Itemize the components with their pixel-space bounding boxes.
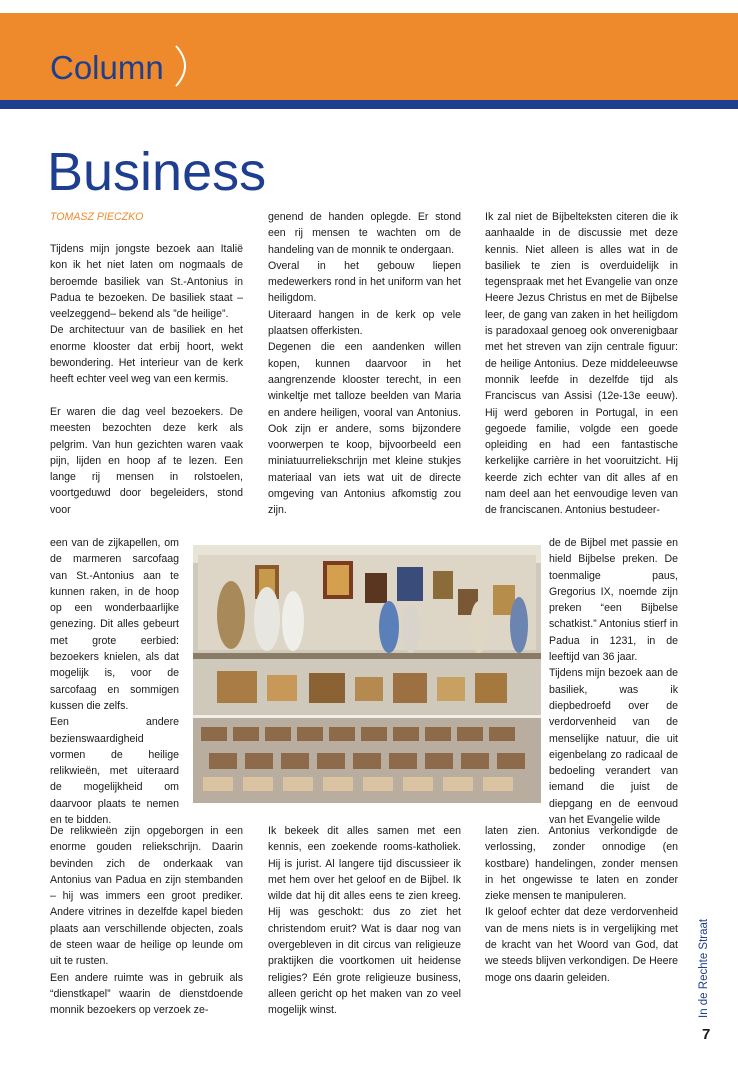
column-3-wrap: [549, 535, 678, 828]
column-3-top: [485, 209, 678, 519]
column-label: Column: [50, 49, 164, 86]
header-rule: [0, 100, 738, 109]
side-label-text: In de Rechte Straat: [698, 918, 710, 1018]
paragraph: De architectuur van de basiliek en het enorme klooster dat erbij hoort, wekt bewondering. Het interieur van de kerk heeft echter veel weg van een kermis.: [50, 324, 243, 386]
column-1-wrap: [50, 535, 179, 828]
paragraph: een van de zijkapellen, om de marmeren sarcofaag van St.-Antonius aan te kunnen raken, in de hoop op een wonderbaarlijke genezing. Dit alles gebeurt met grote eerbied: bezoekers knielen, als dat mogelijk is, voor de sarcofaag en sommigen kussen die zelfs.: [50, 537, 179, 712]
paragraph: Ik bekeek dit alles samen met een kennis, een zoekende rooms-katholiek. Hij is jurist. Al langere tijd discussieer ik met hem over het geloof en de Bijbel. Ik wilde dat hij dit alles eens te zien kreeg. Hij was geschokt: dus zo ziet het christendom eruit? Wat is daar nog van overgebleven in dit circus van religieuze praktijken die voortkomen uit heidense religies? Eén grote religieuze business, alleen gericht op het maken van zo veel mogelijk winst.: [268, 825, 461, 1017]
paragraph: Een andere ruimte was in gebruik als “dienstkapel” waarin de dienstdoende monnik bezoekers op verzoek ze-: [50, 971, 243, 1017]
paragraph: laten zien. Antonius verkondigde de verlossing, zonder onnodige (en kostbare) handelingen, zonder mensen in het ongewisse te laten en zonder zieke mensen te manipuleren.: [485, 825, 678, 903]
column-2-top: [268, 209, 461, 519]
paragraph: Tijdens mijn bezoek aan de basiliek, was ik diepbedroefd over de verdorvenheid van de menselijke natuur, die uit eigenbelang zo radicaal de bedoeling verandert van iemand die juist de diepgang en de eenvoud van het Evangelie wilde: [549, 667, 678, 827]
column-1-top: [50, 241, 243, 518]
author-name: TOMASZ PIECZKO: [50, 211, 144, 223]
shop-display-photo: [193, 545, 541, 803]
column-arc-decoration: [170, 44, 196, 88]
article-title: Business: [47, 142, 267, 202]
column-2-bottom: [268, 823, 461, 1019]
column-1-bottom: [50, 823, 243, 1019]
paragraph: de de Bijbel met passie en hield Bijbelse preken. De toenmalige paus, Gregorius IX, noemde zijn preken “een Bijbelse schatkist.” Antonius stierf in Padua in 1231, in de leeftijd van 36 jaar.: [549, 537, 678, 664]
side-label: [696, 880, 710, 1020]
paragraph: Overal in het gebouw liepen medewerkers rond in het uniform van het heiligdom.: [268, 259, 461, 305]
paragraph-gap: [50, 388, 243, 404]
paragraph: Er waren die dag veel bezoekers. De meesten bezochten deze kerk als pelgrim. Van hun gezichten waren vaak pijn, lijden en hoop af te lezen. Een lange rij mensen in rolstoelen, voortgeduwd door begeleiders, stond voor: [50, 405, 243, 516]
column-3-bottom: [485, 823, 678, 986]
paragraph: Een andere bezienswaardigheid vormen de heilige relikwieën, met uiteraard de mogelijkheid om daarvoor plaats te nemen en te bidden.: [50, 716, 179, 827]
paragraph: Tijdens mijn jongste bezoek aan Italië kon ik het niet laten om nogmaals de beroemde basiliek van St.-Antonius in Padua te bezoeken. De basiliek staat –veelzeggend– bekend als ”de heilige”.: [50, 243, 243, 321]
paragraph: Ik zal niet de Bijbelteksten citeren die ik aanhaalde in de discussie met deze kennis. Niet alleen is alles wat in de basiliek te zien is overduidelijk in tegenspraak met het Evangelie van onze Heere Jezus Christus en met de Bijbelse leer, de gang van zaken in het heiligdom is paradoxaal genoeg ook onverenigbaar met het streven van zijn centrale figuur: de heilige Antonius. Deze middeleeuwse monnik leefde in dezelfde tijd als Franciscus van Assisi (12e-13e eeuw). Hij werd geboren in Portugal, in een gegoede familie, volgde een goede opleiding en had een fantastische kerkelijke carrière in het vooruitzicht. Hij keerde zich echter van dit alles af en nam deel aan het eenvoudige leven van de franciscanen. Antonius bestudeer-: [485, 211, 678, 517]
paragraph: Ik geloof echter dat deze verdorvenheid van de mens niets is in vergelijking met de kracht van het Woord van God, dat we steeds blijven verkondigen. De Heere moge ons daarin geleiden.: [485, 906, 678, 984]
paragraph: Uiteraard hangen in de kerk op vele plaatsen offerkisten.: [268, 308, 461, 338]
page-number: 7: [702, 1026, 711, 1043]
paragraph: genend de handen oplegde. Er stond een rij mensen te wachten om de handeling van de monnik te ondergaan.: [268, 211, 461, 256]
paragraph: Degenen die een aandenken willen kopen, kunnen daarvoor in het aangrenzende klooster terecht, in een winkeltje met talloze beelden van Maria en andere heiligen, vooral van Antonius. Ook zijn er andere, soms bijzondere voorwerpen te koop, bijvoorbeeld een miniatuurreliekschrijn met kleine stukjes materiaal van iets wat uit de directe omgeving van Antonius afkomstig zou zijn.: [268, 341, 461, 517]
paragraph: De relikwieën zijn opgeborgen in een enorme gouden reliekschrijn. Daarin bevinden zich de onderkaak van Antonius van Padua en zijn stembanden – hij was immers een groot prediker. Andere vitrines in dezelfde kapel bieden plaats aan verschillende objecten, zoals de steen waar de heilige op leunde om uit te rusten.: [50, 825, 243, 968]
